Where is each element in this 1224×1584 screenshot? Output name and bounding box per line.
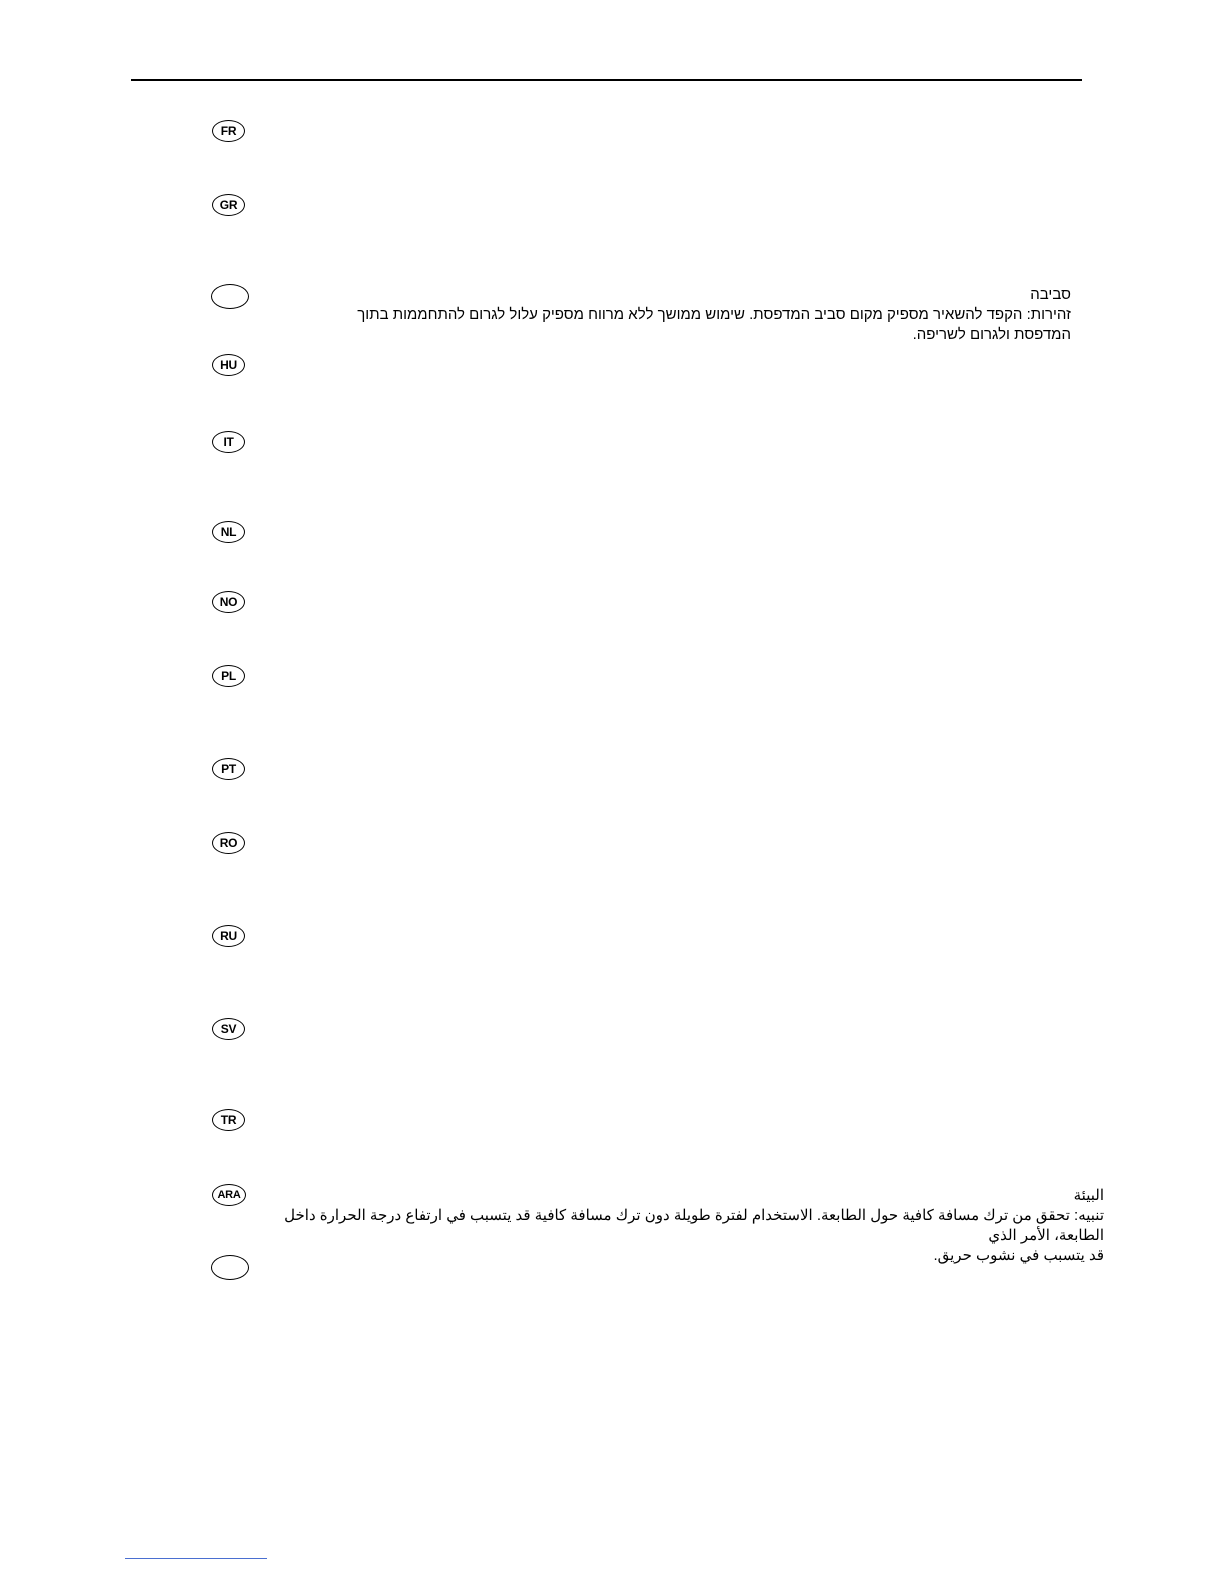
language-badge-nl: NL	[212, 521, 245, 543]
language-badge-ru: RU	[212, 925, 245, 947]
language-badge-sv: SV	[212, 1018, 245, 1040]
language-badge-fr: FR	[212, 120, 245, 142]
language-badge-he	[211, 284, 249, 309]
hebrew-warning-line-1: זהירות: הקפד להשאיר מספיק מקום סביב המדפסת. שימוש ממושך ללא מרווח מספיק עלול לגרום להתחממות בתוך	[357, 306, 1071, 323]
language-badge-ara: ARA	[212, 1184, 246, 1206]
language-badge-hu: HU	[212, 354, 245, 376]
footer-underline	[125, 1558, 267, 1559]
top-rule	[131, 79, 1082, 81]
hebrew-heading: סביבה	[1030, 286, 1071, 303]
hebrew-warning-line-2: המדפסת ולגרום לשריפה.	[912, 326, 1071, 343]
arabic-warning-line-1: تنبيه: تحقق من ترك مسافة كافية حول الطابعة. الاستخدام لفترة طويلة دون ترك مسافة كافية قد يتسبب في ارتفاع درجة الحرارة داخل الطابعة، الأمر الذي	[284, 1207, 1104, 1244]
language-badge-ro: RO	[212, 832, 245, 854]
hebrew-section	[311, 285, 1071, 345]
arabic-warning-line-2: قد يتسبب في نشوب حريق.	[933, 1247, 1104, 1264]
language-badge-pl: PL	[212, 665, 245, 687]
language-badge-it: IT	[212, 431, 245, 453]
language-badge-no: NO	[212, 591, 245, 613]
language-badge-gr: GR	[212, 194, 245, 216]
arabic-heading: البيئة	[1073, 1187, 1104, 1204]
arabic-section	[234, 1186, 1104, 1266]
language-badge-pt: PT	[212, 758, 245, 780]
language-badge-tr: TR	[212, 1109, 245, 1131]
